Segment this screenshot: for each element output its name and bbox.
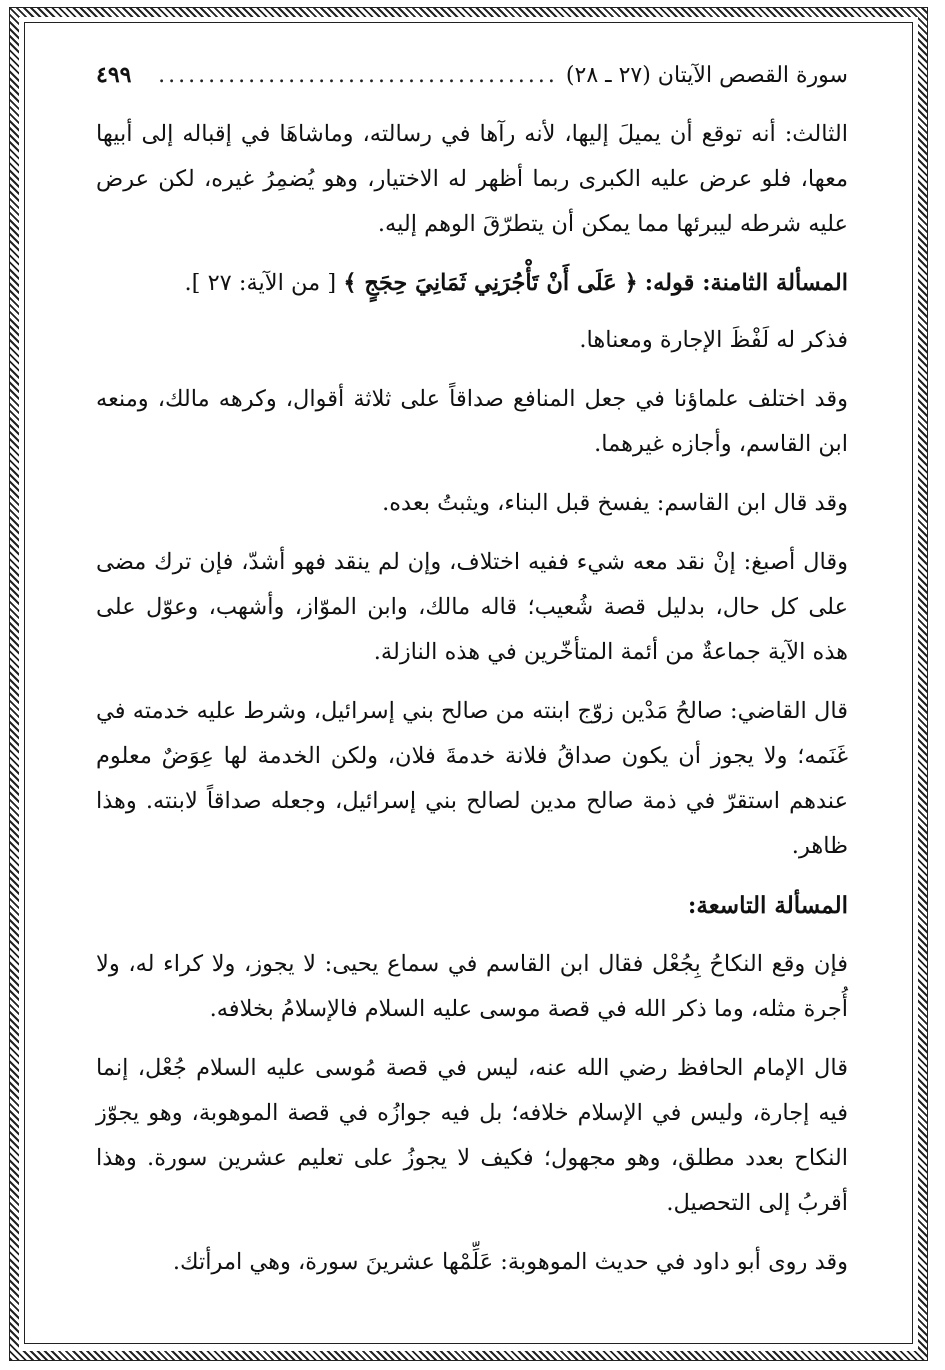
paragraph-abu-dawud: وقد روى أبو داود في حديث الموهوبة: عَلِّمْها عشرينَ سورة، وهي امرأتك. (172, 1249, 848, 1275)
issue-eight-heading (96, 261, 848, 306)
paragraph-third-reason: الثالث: أنه توقع أن يميلَ إليها، لأنه رآها في رسالته، وماشاهَا في إقباله إلى أبيها معها، فلو عرض عليه الكبرى ربما أظهر له الاختيار، وهو يُضمِرُ غيره، لكن عرض عليه شرطه ليبرئها مما يمكن أن يتطرّقَ الوهم إليه. (96, 121, 848, 237)
paragraph-qadi: قال القاضي: صالحُ مَدْين زوّج ابنته من صالح بني إسرائيل، وشرط عليه خدمته في غَنَمه؛ ولا يجوز أن يكون صداقُ فلانة خدمةَ فلان، ولكن الخدمة لها عِوَضٌ معلوم عندهم استقرّ في ذمة صالح مدين لصالح بني إسرائيل، وجعله صداقاً لابنته. وهذا ظاهر. (96, 698, 848, 859)
paragraph-ibn-qasim: وقد قال ابن القاسم: يفسخ قبل البناء، ويثبتُ بعده. (382, 490, 848, 516)
paragraph-asbagh: وقال أصبغ: إنْ نقد معه شيء ففيه اختلاف، وإن لم ينقد فهو أشدّ، فإن ترك مضى على كل حال، بدليل قصة شُعيب؛ قاله مالك، وابن الموّاز، وأشهب، وعوّل على هذه الآية جماعةٌ من أئمة المتأخّرين في هذه النازلة. (96, 549, 848, 665)
paragraph-ijara: فذكر له لَفْظَ الإجارة ومعناها. (579, 327, 848, 353)
issue-eight-label: المسألة الثامنة: قوله: (644, 270, 848, 296)
paragraph-scholars-disagreement: وقد اختلف علماؤنا في جعل المنافع صداقاً على ثلاثة أقوال، وكرهه مالك، ومنعه ابن القاسم، وأجازه غيرهما. (96, 386, 848, 457)
page-number: ٤٩٩ (96, 62, 132, 88)
paragraph-imam-hafiz: قال الإمام الحافظ رضي الله عنه، ليس في قصة مُوسى عليه السلام جُعْل، إنما فيه إجارة، وليس في الإسلام خلافه؛ بل فيه جوازُه في قصة الموهوبة، وهو يجوّز النكاح بعدد مطلق، وهو مجهول؛ فكيف لا يجوزُ على تعليم عشرين سورة. وهذا أقربُ إلى التحصيل. (96, 1055, 848, 1216)
page-content (96, 62, 848, 1299)
quranic-verse: ﴿ عَلَى أَنْ تَأْجُرَنِي ثَمَانِيَ حِجَجٍ ﴾ (343, 270, 638, 296)
running-header (96, 62, 848, 94)
paragraph-nikah-jul: فإن وقع النكاحُ بِجُعْل فقال ابن القاسم في سماع يحيى: لا يجوز، ولا كراء له، ولا أُجرة مثله، وما ذكر الله في قصة موسى عليه السلام فالإسلامُ بخلافه. (96, 951, 848, 1022)
running-header-leader-dots: ........................................ (158, 63, 558, 88)
issue-nine-heading: المسألة التاسعة: (687, 892, 848, 919)
verse-reference: [ من الآية: ٢٧ ]. (184, 270, 337, 296)
running-header-title: سورة القصص الآيتان (٢٧ ـ ٢٨) (565, 63, 848, 88)
